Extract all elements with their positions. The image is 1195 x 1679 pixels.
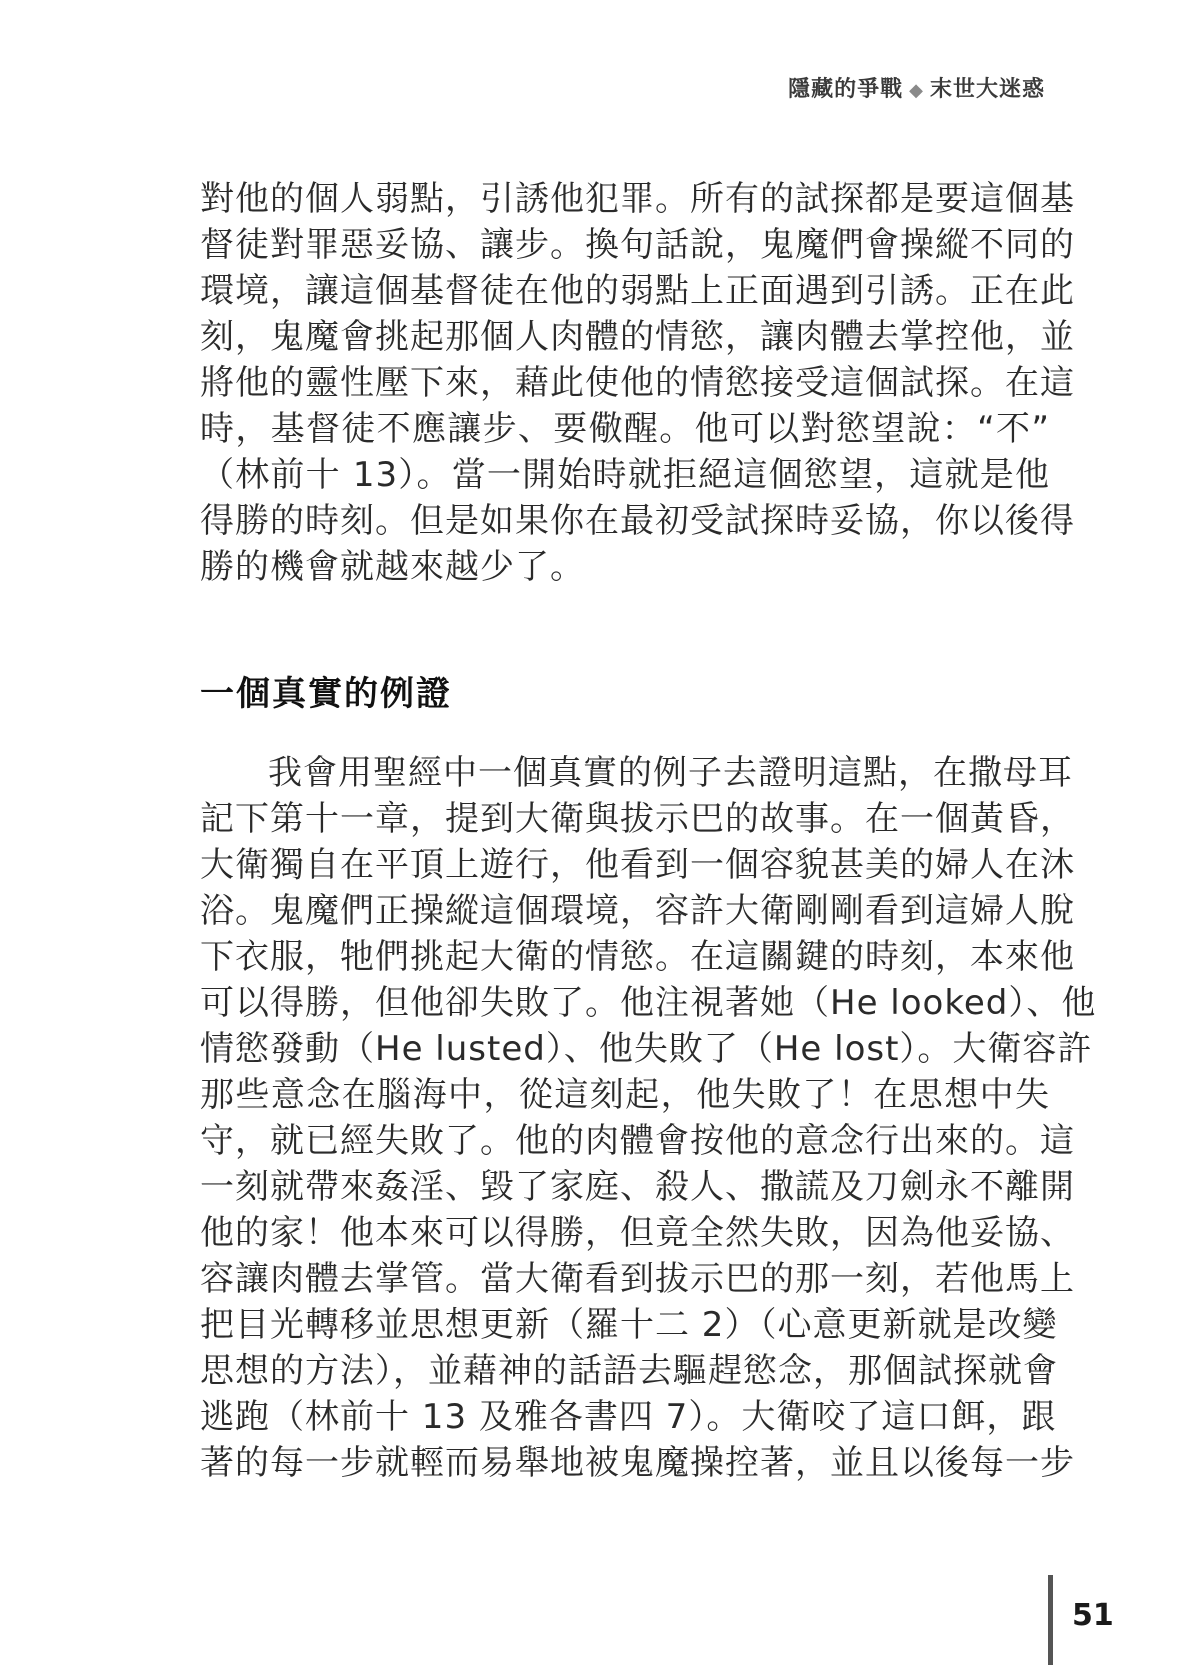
text-line: 情慾發動（He lusted）、他失敗了（He lost）。大衛容許 [200,1029,1093,1069]
text-line: 可以得勝，但他卻失敗了。他注視著她（He looked）、他 [200,983,1097,1023]
text-line: 把目光轉移並思想更新（羅十二 2）（心意更新就是改變 [200,1305,1058,1345]
text-line: 記下第十一章，提到大衛與拔示巴的故事。在一個黃昏， [200,799,1075,839]
text-line: 逃跑（林前十 13 及雅各書四 7）。大衛咬了這口餌，跟 [200,1397,1057,1437]
text-line: 守，就已經失敗了。他的肉體會按他的意念行出來的。這 [200,1121,1075,1161]
text-line: 思想的方法），並藉神的話語去驅趕慾念，那個試探就會 [200,1351,1058,1391]
diamond-separator-icon: ◆ [909,80,924,101]
text-line: 得勝的時刻。但是如果你在最初受試探時妥協，你以後得 [200,501,1075,541]
text-line: 容讓肉體去掌管。當大衛看到拔示巴的那一刻，若他馬上 [200,1259,1075,1299]
book-subtitle: 末世大迷惑 [929,77,1045,102]
text-line: （林前十 13）。當一開始時就拒絕這個慾望，這就是他 [200,455,1050,495]
text-line: 時，基督徒不應讓步、要儆醒。他可以對慾望說：“不” [200,409,1050,449]
paragraph-1 [200,176,1075,590]
text-line: 環境，讓這個基督徒在他的弱點上正面遇到引誘。正在此 [200,271,1075,311]
running-header [788,72,1045,103]
text-line: 一刻就帶來姦淫、毀了家庭、殺人、撒謊及刀劍永不離開 [200,1167,1075,1207]
section-heading: 一個真實的例證 [200,674,452,714]
page-number: 51 [1072,1598,1114,1633]
text-line: 下衣服，牠們挑起大衛的情慾。在這關鍵的時刻，本來他 [200,937,1075,977]
text-line: 勝的機會就越來越少了。 [200,547,585,587]
text-line: 督徒對罪惡妥協、讓步。換句話說，鬼魔們會操縱不同的 [200,225,1075,265]
text-line: 他的家！他本來可以得勝，但竟全然失敗，因為他妥協、 [200,1213,1075,1253]
page-number-rule [1048,1575,1053,1665]
text-line: 大衛獨自在平頂上遊行，他看到一個容貌甚美的婦人在沐 [200,845,1075,885]
paragraph-2 [200,750,1097,1486]
text-line: 那些意念在腦海中，從這刻起，他失敗了！在思想中失 [200,1075,1050,1115]
text-line: 著的每一步就輕而易舉地被鬼魔操控著，並且以後每一步 [200,1443,1075,1483]
book-title: 隱藏的爭戰 [788,77,904,102]
text-line: 刻，鬼魔會挑起那個人肉體的情慾，讓肉體去掌控他，並 [200,317,1075,357]
text-line: 對他的個人弱點，引誘他犯罪。所有的試探都是要這個基 [200,179,1075,219]
text-line: 我會用聖經中一個真實的例子去證明這點，在撒母耳 [268,753,1073,793]
text-line: 浴。鬼魔們正操縱這個環境，容許大衛剛剛看到這婦人脫 [200,891,1075,931]
text-line: 將他的靈性壓下來，藉此使他的情慾接受這個試探。在這 [200,363,1075,403]
